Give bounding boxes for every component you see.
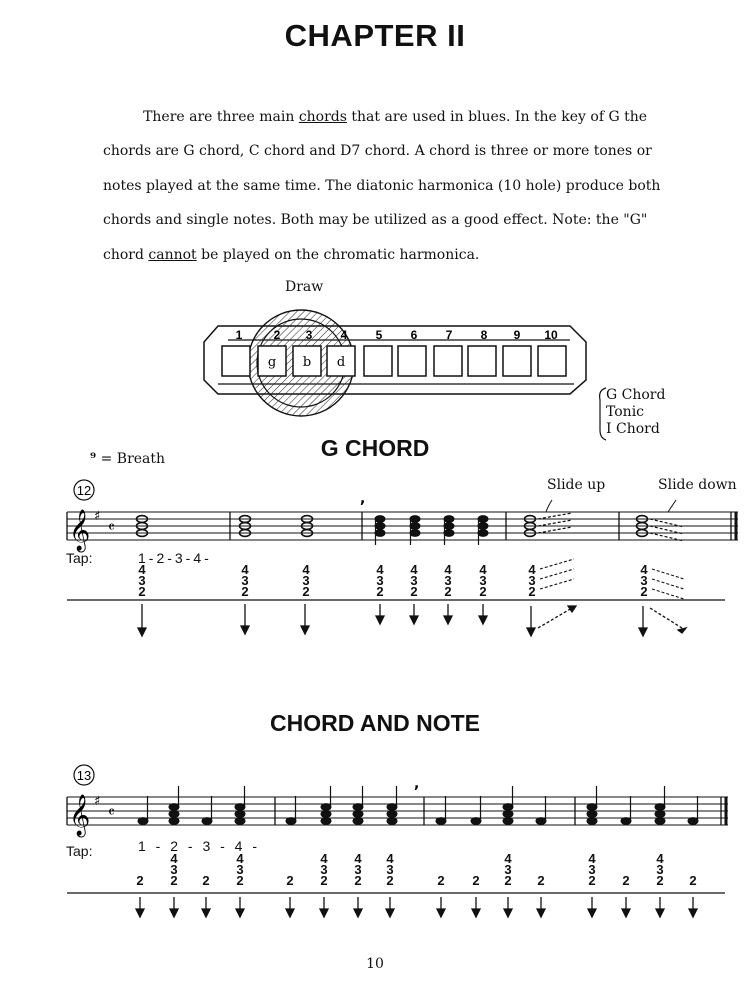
chord-and-note-heading: CHORD AND NOTE bbox=[270, 710, 480, 736]
tab-stack: 4 3 2 bbox=[170, 851, 178, 888]
single-note bbox=[286, 796, 296, 824]
chord-label-line-1: G Chord bbox=[606, 387, 666, 403]
chord-note bbox=[235, 786, 245, 824]
tab-stack: 4 3 2 bbox=[320, 851, 328, 888]
hole-number-6: 6 bbox=[410, 328, 418, 342]
intro-line-1-pre: There are three main bbox=[143, 109, 299, 125]
chapter-title: CHAPTER II bbox=[284, 18, 466, 53]
intro-line-4: chords and single notes. Both may be utilized as a good effect. Note: the "G" bbox=[103, 212, 648, 229]
hole-number-10: 10 bbox=[544, 328, 558, 342]
common-time-icon: 𝄴 bbox=[108, 803, 115, 821]
cannot-term: cannot bbox=[148, 246, 197, 263]
intro-line-2: chords are G chord, C chord and D7 chord. A chord is three or more tones or bbox=[103, 143, 652, 160]
count-12: 1-2-3-4- bbox=[138, 550, 212, 566]
tab-single: 2 bbox=[286, 873, 294, 888]
tab-single: 2 bbox=[136, 873, 144, 888]
intro-line-5-post: be played on the chromatic harmonica. bbox=[196, 246, 480, 263]
tab-stack: 4 3 2 bbox=[138, 562, 146, 599]
chord-note bbox=[503, 786, 513, 824]
hole-number-3: 3 bbox=[305, 328, 313, 342]
chord-note bbox=[321, 786, 331, 824]
tab-stack: 4 3 2 bbox=[386, 851, 394, 888]
tab-stack: 4 3 2 bbox=[354, 851, 362, 888]
hole-number-8: 8 bbox=[480, 328, 488, 342]
single-note bbox=[138, 796, 148, 824]
tap-label-12: Tap: bbox=[66, 550, 93, 566]
tab-stack: 4 3 2 bbox=[241, 562, 249, 599]
hole-number-1: 1 bbox=[235, 328, 243, 342]
intro-line-5-pre: chord bbox=[103, 246, 149, 263]
tab-stack: 4 3 2 bbox=[376, 562, 384, 599]
chord-note bbox=[387, 786, 397, 824]
tab-stack: 4 3 2 bbox=[302, 562, 310, 599]
breath-mark: , bbox=[360, 491, 366, 507]
tab-stack: 4 3 2 bbox=[504, 851, 512, 888]
chord-note bbox=[587, 786, 597, 824]
chord-note bbox=[169, 786, 179, 824]
hole-number-4: 4 bbox=[340, 328, 348, 342]
sharp-icon: ♯ bbox=[94, 509, 101, 524]
tab-single: 2 bbox=[472, 873, 480, 888]
single-note bbox=[471, 796, 481, 824]
chord-note bbox=[655, 786, 665, 824]
tab-stack: 4 3 2 bbox=[528, 562, 536, 599]
intro-line-3: notes played at the same time. The diatonic harmonica (10 hole) produce both bbox=[103, 177, 661, 194]
chords-term: chords bbox=[298, 109, 347, 125]
g-chord-heading: G CHORD bbox=[320, 435, 430, 461]
breath-mark: , bbox=[414, 776, 420, 792]
treble-clef-icon: 𝄞 bbox=[69, 795, 91, 836]
slide-up-label: Slide up bbox=[547, 477, 606, 493]
slide-down-label: Slide down bbox=[658, 477, 737, 493]
single-note bbox=[621, 796, 631, 824]
hole-number-9: 9 bbox=[513, 328, 521, 342]
tab-stack: 4 3 2 bbox=[479, 562, 487, 599]
breath-label: = Breath bbox=[100, 451, 166, 467]
exercise-12-number: 12 bbox=[76, 483, 92, 498]
tab-stack: 4 3 2 bbox=[640, 562, 648, 599]
chord-label-line-3: I Chord bbox=[606, 421, 660, 437]
single-note bbox=[688, 796, 698, 824]
note-d: d bbox=[336, 355, 346, 370]
tab-single: 2 bbox=[437, 873, 445, 888]
hole-number-7: 7 bbox=[445, 328, 453, 342]
tap-label-13: Tap: bbox=[66, 843, 93, 859]
tab-stack: 4 3 2 bbox=[656, 851, 664, 888]
single-note bbox=[436, 796, 446, 824]
chord-note bbox=[353, 786, 363, 824]
breath-symbol: ⁹ bbox=[90, 451, 97, 467]
tab-single: 2 bbox=[202, 873, 210, 888]
hole-number-5: 5 bbox=[375, 328, 383, 342]
common-time-icon: 𝄴 bbox=[108, 518, 115, 536]
draw-label: Draw bbox=[285, 279, 324, 295]
treble-clef-icon: 𝄞 bbox=[69, 510, 91, 551]
page-number: 10 bbox=[366, 956, 384, 972]
sharp-icon: ♯ bbox=[94, 794, 101, 809]
tab-single: 2 bbox=[537, 873, 545, 888]
tab-stack: 4 3 2 bbox=[410, 562, 418, 599]
single-note bbox=[536, 796, 546, 824]
note-g: g bbox=[267, 355, 277, 370]
count-13: 1 - 2 - 3 - 4 - bbox=[138, 838, 261, 854]
breath-arrows-13 bbox=[136, 897, 697, 917]
tab-stack: 4 3 2 bbox=[236, 851, 244, 888]
chord-label-line-2: Tonic bbox=[606, 404, 645, 420]
tab-single: 2 bbox=[622, 873, 630, 888]
intro-line-1-post: that are used in blues. In the key of G the bbox=[346, 109, 648, 125]
note-b: b bbox=[302, 355, 312, 370]
exercise-13-number: 13 bbox=[76, 768, 92, 783]
tab-stack: 4 3 2 bbox=[588, 851, 596, 888]
hole-number-2: 2 bbox=[273, 328, 281, 342]
single-note bbox=[202, 796, 212, 824]
tab-single: 2 bbox=[689, 873, 697, 888]
tab-stack: 4 3 2 bbox=[444, 562, 452, 599]
